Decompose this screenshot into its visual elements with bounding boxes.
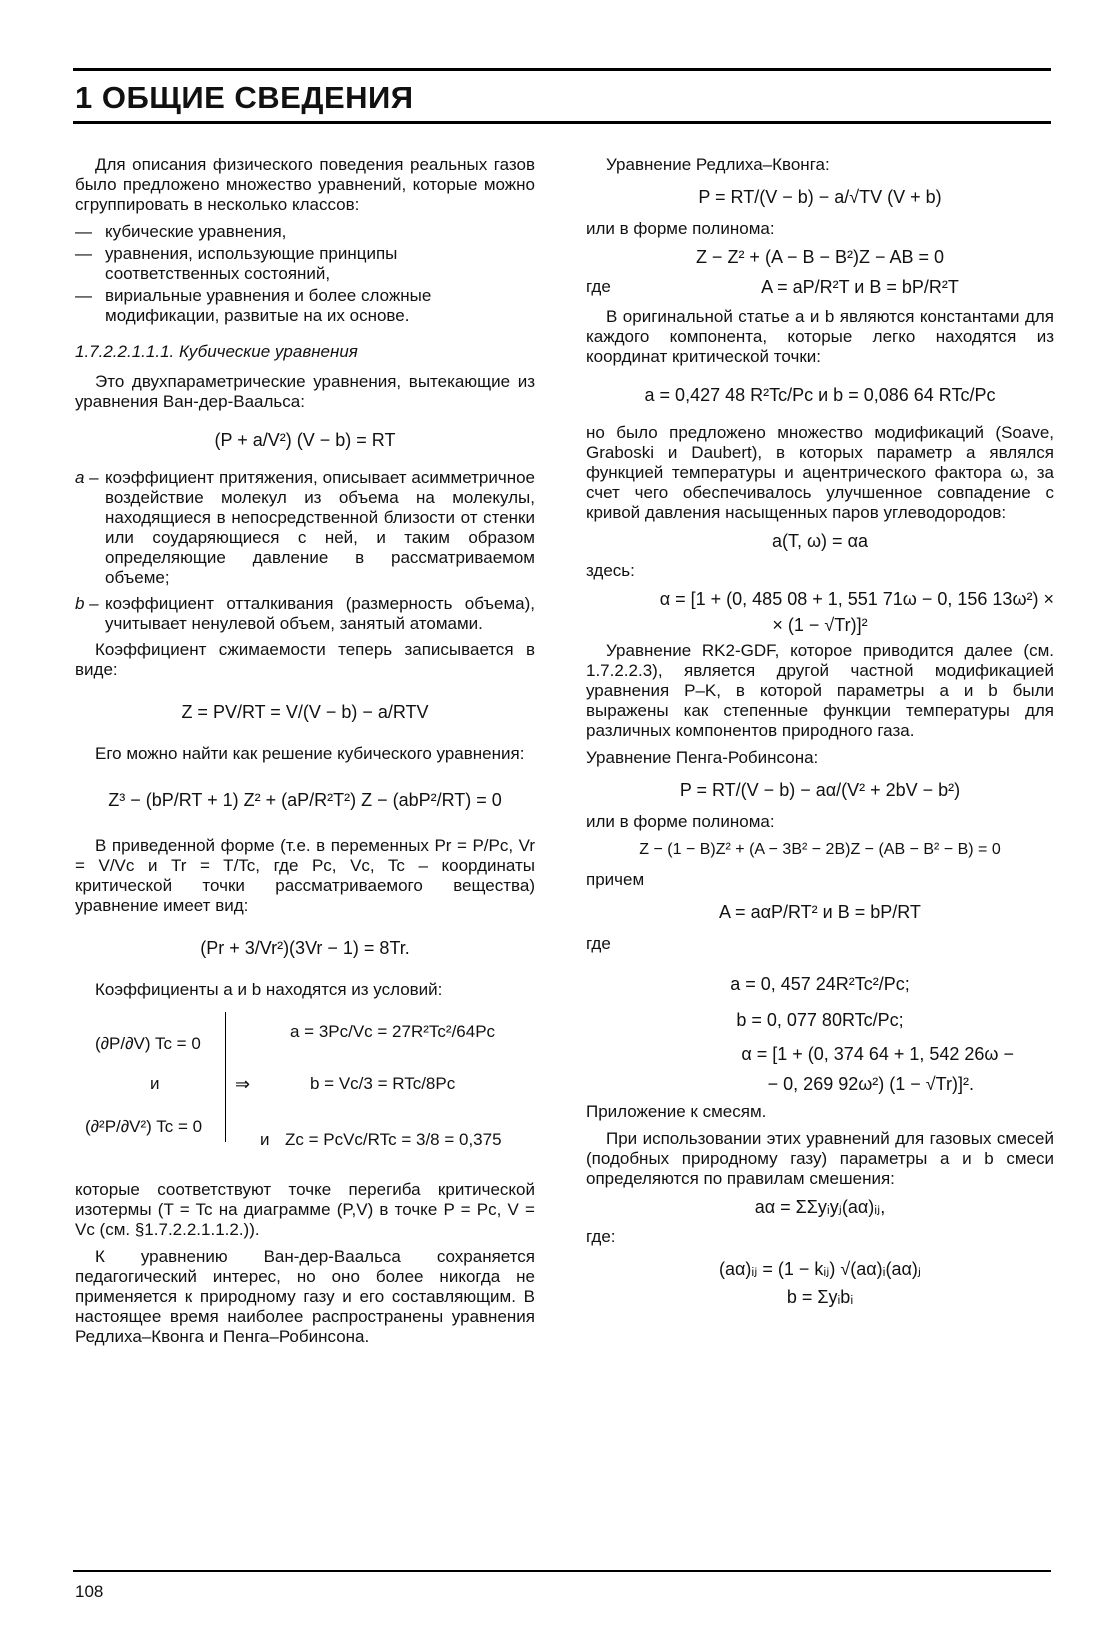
rk-equation: P = RT/(V − b) − a/√TV (V + b): [698, 187, 942, 207]
implies-arrow: ⇒: [235, 1074, 251, 1094]
result-z-prefix: и: [260, 1130, 270, 1149]
reduced-form-text: В приведенной форме (т.е. в переменных Pr = P/Pc, Vr = V/Vc и Tr = T/Tc, где Pc, Vc, Tc – координаты критической точки рассматриваемого вещества) уравнение имеет вид:: [75, 836, 535, 915]
mix-equation-3: b = Σyᵢbᵢ: [786, 1287, 854, 1307]
here-label: здесь:: [586, 561, 635, 580]
z-equation: Z = PV/RT = V/(V − b) − a/RTV: [181, 702, 429, 722]
vdw-intro: Это двухпараметрические уравнения, вытекающие из уравнения Ван-дер-Ваальса:: [75, 372, 535, 411]
alpha-pr-line2: − 0, 269 92ω²) (1 − √Tr)]².: [767, 1074, 974, 1094]
pr-b-equation: b = 0, 077 80RTc/Pc;: [736, 1010, 904, 1030]
pr-polynomial: Z − (1 − B)Z² + (A − 3B² − 2B)Z − (AB − B² − B) = 0: [639, 841, 1001, 858]
rk-ab-equation: A = aP/R²T и B = bP/R²T: [761, 277, 959, 297]
rk2-gdf-text: Уравнение RK2-GDF, которое приводится далее (см. 1.7.2.2.3), является другой частной модификацией уравнения P–K, в которой параметры a и b были выражены как степенные функции температуры для различных компонентов природного газа.: [586, 641, 1054, 740]
list-item: — уравнения, использующие принципы соответственных состояний,: [75, 244, 398, 283]
result-z: Zc = PcVc/RTc = 3/8 = 0,375: [285, 1130, 502, 1149]
cubic-equation: Z³ − (bP/RT + 1) Z² + (aP/R²T²) Z − (abP²/RT) = 0: [108, 790, 502, 810]
moreover-label: причем: [586, 870, 645, 889]
condition-and: и: [150, 1074, 160, 1093]
mixtures-text: При использовании этих уравнений для газовых смесей (подобных природному газу) параметры a и b смеси определяются по правилам смешения:: [586, 1129, 1054, 1188]
vdw-equation: (P + a/V²) (V − b) = RT: [214, 430, 396, 450]
closing-paragraph: К уравнению Ван-дер-Ваальса сохраняется педагогический интерес, но оно более никогда не применяется к природному газу и его составляющим. В настоящее время наиболее распространены уравнения Редлиха–Квонга и Пенга–Робинсона.: [75, 1247, 535, 1346]
chapter-title: 1 ОБЩИЕ СВЕДЕНИЯ: [75, 80, 414, 115]
definition-a: a – коэффициент притяжения, описывает асимметричное воздействие молекул из объема на молекулы, находящиеся в непосредственной близости от стенки или соударяющиеся с ней, и таким образом определяющие давление в рассматриваемом объеме;: [75, 468, 535, 587]
modifications-text: но было предложено множество модификаций (Soave, Graboski и Daubert), в которых параметр a являлся функцией температуры и ацентрического фактора ω, за счет чего обеспечивалось улучшенное совпадение с кривой давления насыщенных паров углеводородов:: [586, 423, 1054, 522]
inflection-text: которые соответствуют точке перегиба критической изотермы (T = Tc на диаграмме (P,V) в точке P = Pc, V = Vc (см. §1.7.2.2.1.1.2.)).: [75, 1180, 535, 1239]
rk-polynomial: Z − Z² + (A − B − B²)Z − AB = 0: [695, 247, 945, 267]
rk-constants: a = 0,427 48 R²Tc/Pc и b = 0,086 64 RTc/Pc: [644, 385, 996, 405]
bottom-rule: [73, 1570, 1051, 1572]
pr-poly-intro: или в форме полинома:: [586, 812, 775, 831]
result-b: b = Vc/3 = RTc/8Pc: [310, 1074, 456, 1093]
definition-b: b – коэффициент отталкивания (размерность объема), учитывает ненулевой объем, занятый атомами.: [75, 594, 535, 633]
where2-label: где: [586, 934, 611, 953]
rk-title: Уравнение Редлиха–Квонга:: [606, 155, 830, 174]
pr-ab-equation: A = aαP/RT² и B = bP/RT: [719, 902, 921, 922]
brace-line: [225, 1012, 226, 1142]
original-article-text: В оригинальной статье a и b являются константами для каждого компонента, которые легко находятся из координат критической точки:: [586, 307, 1054, 366]
list-item: — вириальные уравнения и более сложные модификации, развитые на их основе.: [75, 286, 432, 325]
coefficients-intro: Коэффициенты a и b находятся из условий:: [95, 980, 443, 999]
reduced-equation: (Pr + 3/Vr²)(3Vr − 1) = 8Tr.: [200, 938, 410, 958]
mix-equation-2: (aα)ᵢⱼ = (1 − kᵢⱼ) √(aα)ᵢ(aα)ⱼ: [718, 1259, 922, 1279]
condition-second-derivative: (∂²P/∂V²) Tc = 0: [85, 1117, 203, 1136]
a-function: a(T, ω) = αa: [772, 531, 868, 551]
list-item: — кубические уравнения,: [75, 222, 287, 241]
result-a: a = 3Pc/Vc = 27R²Tc²/64Pc: [290, 1022, 496, 1041]
alpha-rk-line1: α = [1 + (0, 485 08 + 1, 551 71ω − 0, 156 13ω²) ×: [659, 589, 1054, 609]
alpha-rk-line2: × (1 − √Tr)]²: [772, 615, 868, 635]
right-column: [586, 155, 1054, 1307]
where-label: где: [586, 277, 611, 296]
pr-title: Уравнение Пенга-Робинсона:: [586, 748, 819, 767]
alpha-pr-line1: α = [1 + (0, 374 64 + 1, 542 26ω −: [741, 1044, 1014, 1064]
left-column: [75, 155, 535, 1354]
intro-paragraph: Для описания физического поведения реальных газов было предложено множество уравнений, которые можно сгруппировать в несколько классов:: [75, 155, 535, 214]
pr-equation: P = RT/(V − b) − aα/(V² + 2bV − b²): [679, 780, 961, 800]
critical-conditions-block: [75, 1012, 535, 1162]
section-heading: 1.7.2.2.1.1.1. Кубические уравнения: [75, 342, 358, 361]
mixtures-title: Приложение к смесям.: [586, 1102, 767, 1121]
condition-first-derivative: (∂P/∂V) Tc = 0: [95, 1034, 201, 1053]
mix-equation-1: aα = ΣΣyᵢyⱼ(aα)ᵢⱼ,: [754, 1197, 886, 1217]
rk-ab-row: [586, 277, 1054, 297]
page-number: 108: [75, 1582, 104, 1601]
top-rule: [73, 68, 1051, 71]
rk-poly-intro: или в форме полинома:: [586, 219, 775, 238]
where3-label: где:: [586, 1227, 616, 1246]
cubic-intro: Его можно найти как решение кубического уравнения:: [95, 744, 525, 763]
z-intro: Коэффициент сжимаемости теперь записывается в виде:: [75, 640, 535, 679]
title-underline: [73, 121, 1051, 124]
classes-list: [75, 222, 535, 326]
pr-a-equation: a = 0, 457 24R²Tc²/Pc;: [730, 974, 910, 994]
